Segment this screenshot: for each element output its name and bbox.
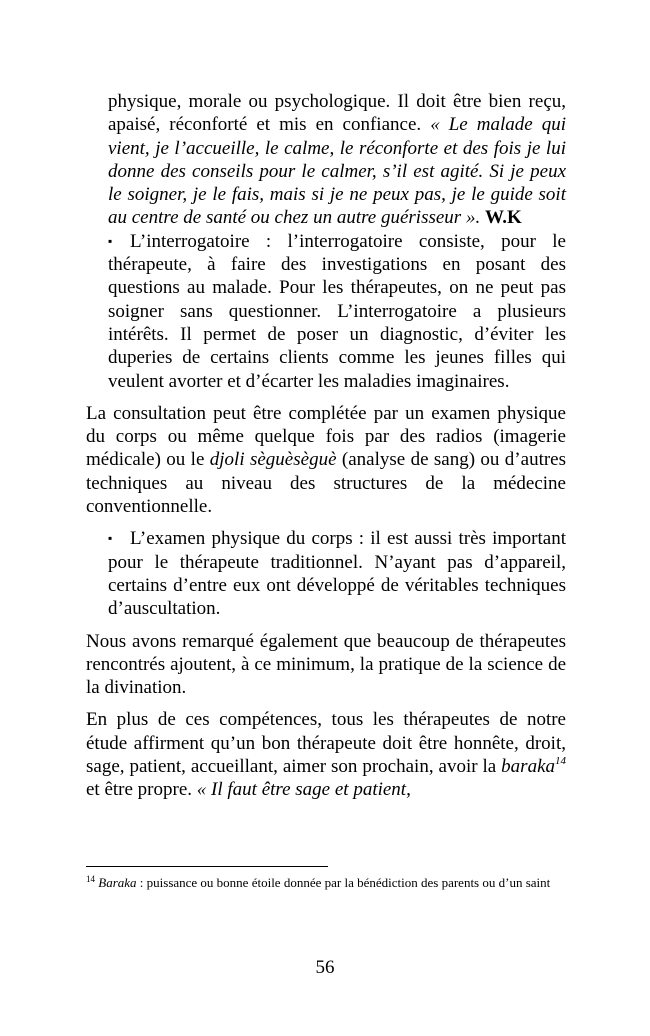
square-bullet-icon: ▪: [108, 233, 113, 248]
footnote-text: : puissance ou bonne étoile donnée par la bénédiction des parents ou d’un saint: [136, 875, 551, 890]
paragraph-text: (analyse de sang) ou d’autres techniques au niveau des structures de la médecine conventionnelle.: [86, 449, 567, 518]
paragraph-text: physique, morale ou psychologique. Il doit être bien reçu, apaisé, réconforté et mis en confiance.: [108, 91, 566, 136]
square-bullet-icon: ▪: [108, 531, 113, 546]
term-djoli: djoli sèguèsèguè: [209, 449, 337, 471]
quote-sage: « Il faut être sage et patient,: [196, 779, 411, 801]
footnote-separator: [86, 866, 328, 867]
paragraph-consultation: [86, 402, 566, 518]
body-text: [86, 90, 566, 802]
quote-wk: « Le malade qui vient, je l’accueille, le calme, le réconforte et des fois je lui donne des conseils pour le calmer, s’il est agité. Si je peux le soigner, je le fais, mais si je ne peux pas, je le guide soit au centre de santé ou chez un autre guérisseur ».: [108, 114, 567, 229]
footnote-term: Baraka: [98, 875, 137, 890]
page-number: 56: [315, 957, 335, 978]
paragraph-text: et être propre.: [86, 779, 197, 801]
paragraph-text: La consultation peut être complétée par un examen physique du corps ou même quelque fois par des radios (imagerie médicale) ou le: [86, 402, 566, 471]
bullet-text: L’examen physique du corps : il est aussi très important pour le thérapeute traditionnel. N’ayant pas d’appareil, certains d’entre eux ont développé de véritables techniques d’auscultation.: [108, 528, 566, 620]
paragraph-continuation: [86, 90, 566, 230]
paragraph-text: En plus de ces compétences, tous les thérapeutes de notre étude affirment qu’un bon thérapeute doit être honnête, droit, sage, patient, accueillant, aimer son prochain, avoir la: [86, 709, 566, 778]
term-baraka: baraka: [501, 756, 555, 778]
footnote: [86, 874, 566, 892]
quote-author: W.K: [484, 207, 522, 229]
paragraph-divination: Nous avons remarqué également que beaucoup de thérapeutes rencontrés ajoutent, à ce minimum, la pratique de la science de la divination.: [86, 630, 566, 699]
footnote-ref[interactable]: 14: [555, 755, 566, 768]
bullet-item-examen: [86, 527, 566, 620]
footnote-number: 14: [86, 874, 95, 884]
bullet-text: L’interrogatoire : l’interrogatoire consiste, pour le thérapeute, à faire des investigations en posant des questions au malade. Pour les thérapeutes, on ne peut pas soigner sans questionner. L’interrogatoire a plusieurs intérêts. Il permet de poser un diagnostic, d’éviter les duperies de certains clients comme les jeunes filles qui veulent avorter et d’écarter les maladies imaginaires.: [108, 230, 566, 392]
bullet-item-interrogatoire: [86, 230, 566, 393]
paragraph-competences: [86, 708, 566, 801]
